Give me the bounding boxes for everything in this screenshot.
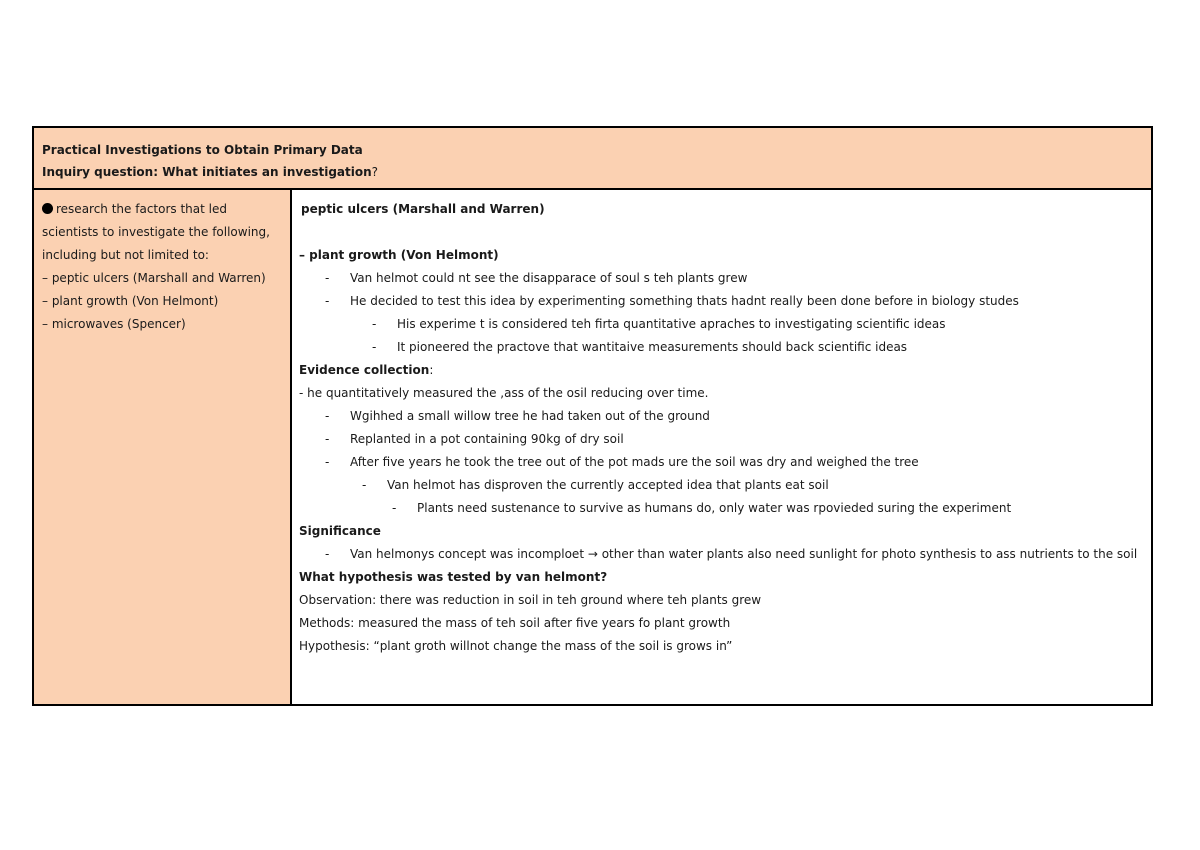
list-item: - Replanted in a pot containing 90kg of dry soil bbox=[325, 432, 624, 446]
list-item: - Plants need sustenance to survive as humans do, only water was rpovieded suring the experiment bbox=[392, 501, 1012, 515]
hypothesis-heading: What hypothesis was tested by van helmont? bbox=[299, 570, 608, 584]
blank-line bbox=[299, 221, 1151, 244]
syllabus-line: including but not limited to: bbox=[42, 248, 209, 262]
bullet-icon bbox=[42, 203, 53, 214]
table-header bbox=[34, 128, 1151, 190]
significance-heading: Significance bbox=[299, 524, 381, 538]
observation-text: Observation: there was reduction in soil in teh ground where teh plants grew bbox=[299, 593, 762, 607]
evidence-intro: - he quantitatively measured the ,ass of the osil reducing over time. bbox=[299, 386, 709, 400]
list-item: - Van helmonys concept was incomploet → other than water plants also need sunlight for photo synthesis to ass nutrients to the soil bbox=[325, 547, 1138, 561]
page-title: Practical Investigations to Obtain Primary Data bbox=[42, 143, 363, 157]
list-item: - Van helmot has disproven the currently accepted idea that plants eat soil bbox=[362, 478, 829, 492]
list-item: - Wgihhed a small willow tree he had taken out of the ground bbox=[325, 409, 710, 423]
syllabus-line: – plant growth (Von Helmont) bbox=[42, 294, 219, 308]
list-item: - Van helmot could nt see the disapparace of soul s teh plants grew bbox=[325, 271, 748, 285]
list-item: - After five years he took the tree out of the pot mads ure the soil was dry and weighed the tree bbox=[325, 455, 919, 469]
syllabus-line: – microwaves (Spencer) bbox=[42, 317, 186, 331]
syllabus-line: scientists to investigate the following, bbox=[42, 225, 270, 239]
inquiry-question: Inquiry question: What initiates an investigation? bbox=[42, 165, 379, 179]
syllabus-line: – peptic ulcers (Marshall and Warren) bbox=[42, 271, 266, 285]
notes-table bbox=[32, 126, 1153, 706]
list-item: - It pioneered the practove that wantitaive measurements should back scientific ideas bbox=[372, 340, 908, 354]
syllabus-column bbox=[34, 190, 292, 704]
methods-text: Methods: measured the mass of teh soil after five years fo plant growth bbox=[299, 616, 731, 630]
notes-column bbox=[292, 190, 1151, 704]
hypothesis-text: Hypothesis: “plant groth willnot change the mass of the soil is grows in” bbox=[299, 639, 733, 653]
list-item: - He decided to test this idea by experimenting something thats hadnt really been done before in biology studes bbox=[325, 294, 1019, 308]
peptic-heading: peptic ulcers (Marshall and Warren) bbox=[301, 202, 545, 216]
list-item: - His experime t is considered teh firta quantitative apraches to investigating scientific ideas bbox=[372, 317, 946, 331]
plant-heading: – plant growth (Von Helmont) bbox=[299, 248, 499, 262]
syllabus-line: research the factors that led bbox=[42, 198, 290, 221]
evidence-heading: Evidence collection: bbox=[299, 363, 434, 377]
